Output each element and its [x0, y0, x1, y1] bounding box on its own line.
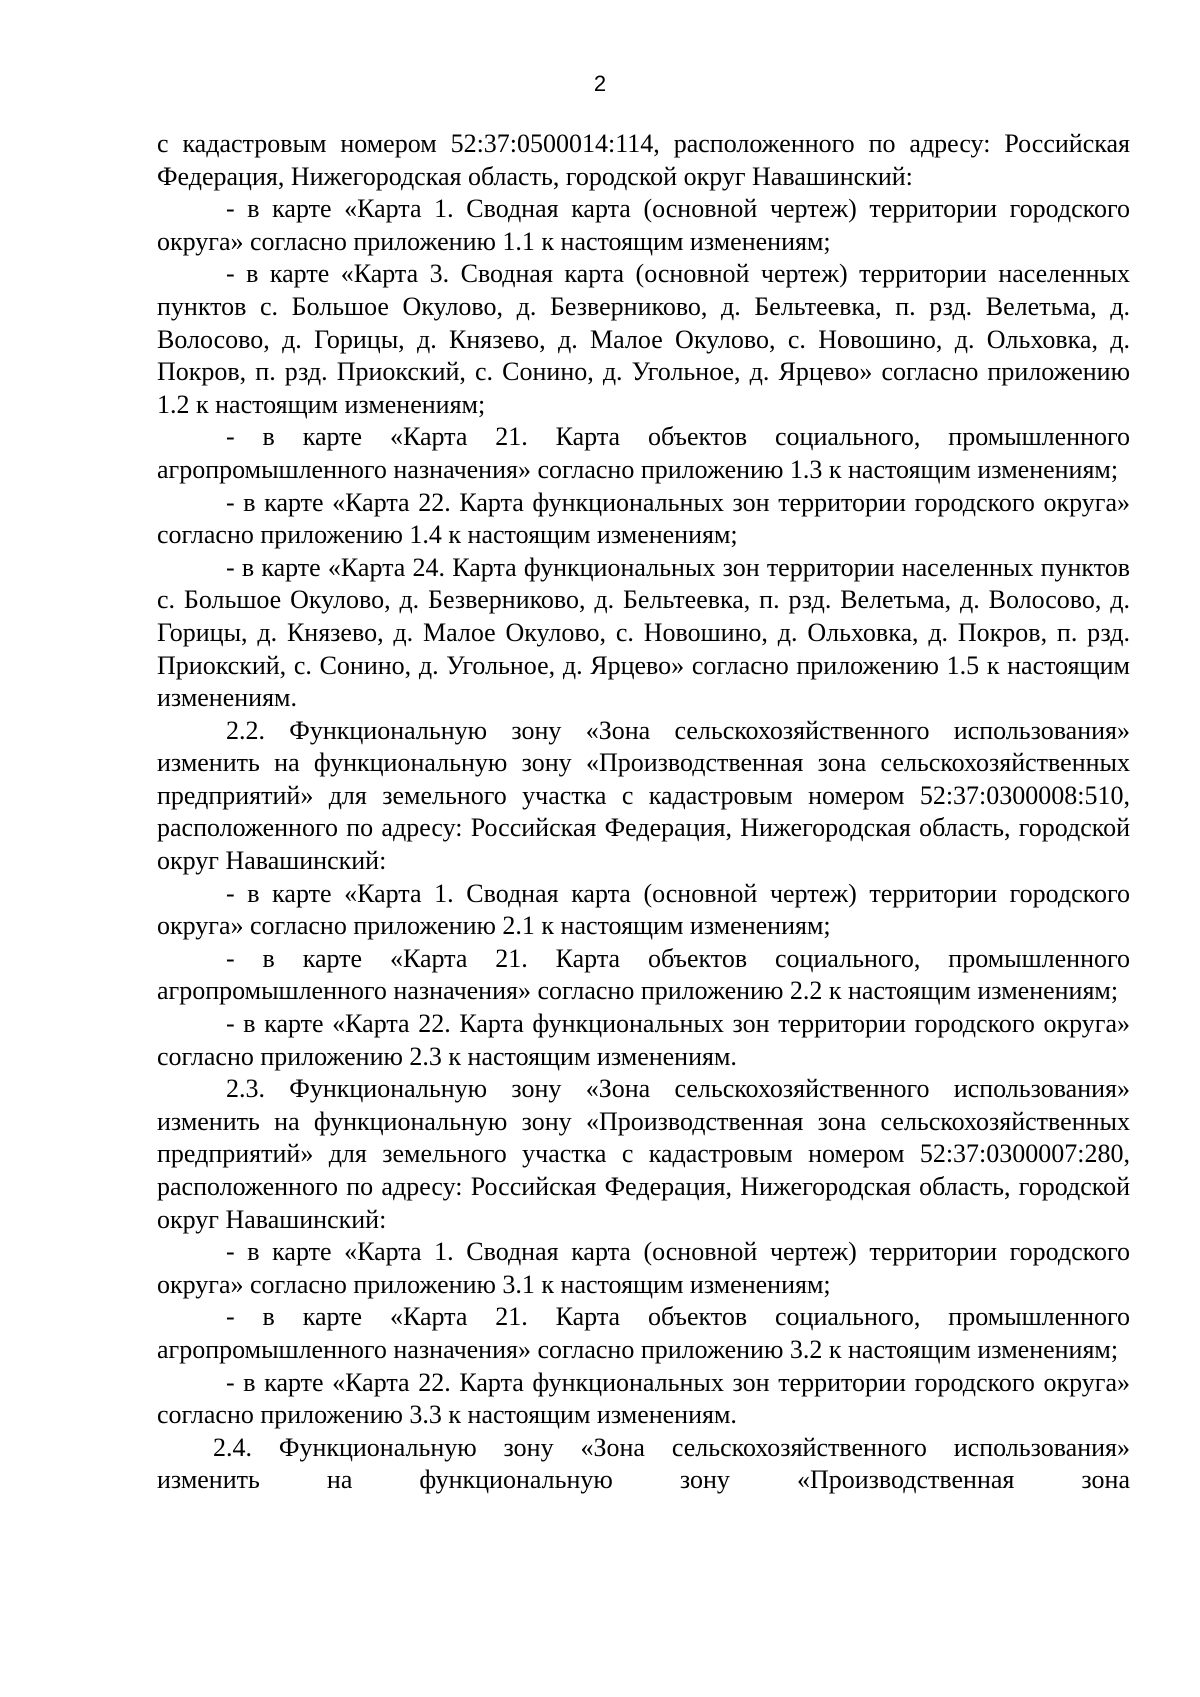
section-paragraph-2-2: 2.2. Функциональную зону «Зона сельскохозяйственного использования» изменить на функциональную зону «Производственная зона сельскохозяйственных предприятий» для земельного участка с кадастровым номером 52:37:0300008:510, расположенного по адресу: Российская Федерация, Нижегородская область, городской округ Навашинский:	[157, 715, 1130, 876]
list-item: - в карте «Карта 3. Сводная карта (основной чертеж) территории населенных пунктов с. Большое Окулово, д. Безверниково, д. Бельтеевка, п. рзд. Велетьма, д. Волосово, д. Горицы, д. Князево, д. Малое Окулово, с. Новошино, д. Ольховка, д. Покров, п. рзд. Приокский, с. Сонино, д. Угольное, д. Ярцево» согласно приложению 1.2 к настоящим изменениям;	[157, 259, 1130, 419]
list-item: - в карте «Карта 22. Карта функциональных зон территории городского округа» согласно приложению 2.3 к настоящим изменениям.	[157, 1009, 1130, 1071]
list-item: - в карте «Карта 1. Сводная карта (основной чертеж) территории городского округа» согласно приложению 1.1 к настоящим изменениям;	[157, 194, 1130, 256]
paragraph: с кадастровым номером 52:37:0500014:114, расположенного по адресу: Российская Федерация, Нижегородская область, городской округ Навашинский:	[157, 129, 1130, 191]
document-body	[157, 128, 1130, 1497]
section-paragraph-2-3: 2.3. Функциональную зону «Зона сельскохозяйственного использования» изменить на функциональную зону «Производственная зона сельскохозяйственных предприятий» для земельного участка с кадастровым номером 52:37:0300007:280, расположенного по адресу: Российская Федерация, Нижегородская область, городской округ Навашинский:	[157, 1074, 1130, 1234]
list-item: - в карте «Карта 22. Карта функциональных зон территории городского округа» согласно приложению 3.3 к настоящим изменениям.	[157, 1367, 1130, 1430]
list-item: - в карте «Карта 21. Карта объектов социального, промышленного агропромышленного назначения» согласно приложению 2.2 к настоящим изменениям;	[157, 943, 1130, 1006]
page-number: 2	[593, 71, 607, 96]
section-paragraph-2-4: 2.4. Функциональную зону «Зона сельскохозяйственного использования» изменить на функциональную зону «Производственная зона	[157, 1432, 1130, 1495]
list-item: - в карте «Карта 21. Карта объектов социального, промышленного агропромышленного назначения» согласно приложению 3.2 к настоящим изменениям;	[157, 1302, 1130, 1364]
list-item: - в карте «Карта 1. Сводная карта (основной чертеж) территории городского округа» согласно приложению 3.1 к настоящим изменениям;	[157, 1237, 1130, 1299]
list-item: - в карте «Карта 1. Сводная карта (основной чертеж) территории городского округа» согласно приложению 2.1 к настоящим изменениям;	[157, 878, 1130, 941]
list-item: - в карте «Карта 21. Карта объектов социального, промышленного агропромышленного назначения» согласно приложению 1.3 к настоящим изменениям;	[157, 422, 1130, 484]
list-item: - в карте «Карта 24. Карта функциональных зон территории населенных пунктов с. Большое Окулово, д. Безверниково, д. Бельтеевка, п. рзд. Велетьма, д. Волосово, д. Горицы, д. Князево, д. Малое Окулово, с. Новошино, д. Ольховка, д. Покров, п. рзд. Приокский, с. Сонино, д. Угольное, д. Ярцево» согласно приложению 1.5 к настоящим изменениям.	[157, 552, 1130, 713]
list-item: - в карте «Карта 22. Карта функциональных зон территории городского округа» согласно приложению 1.4 к настоящим изменениям;	[157, 487, 1130, 550]
